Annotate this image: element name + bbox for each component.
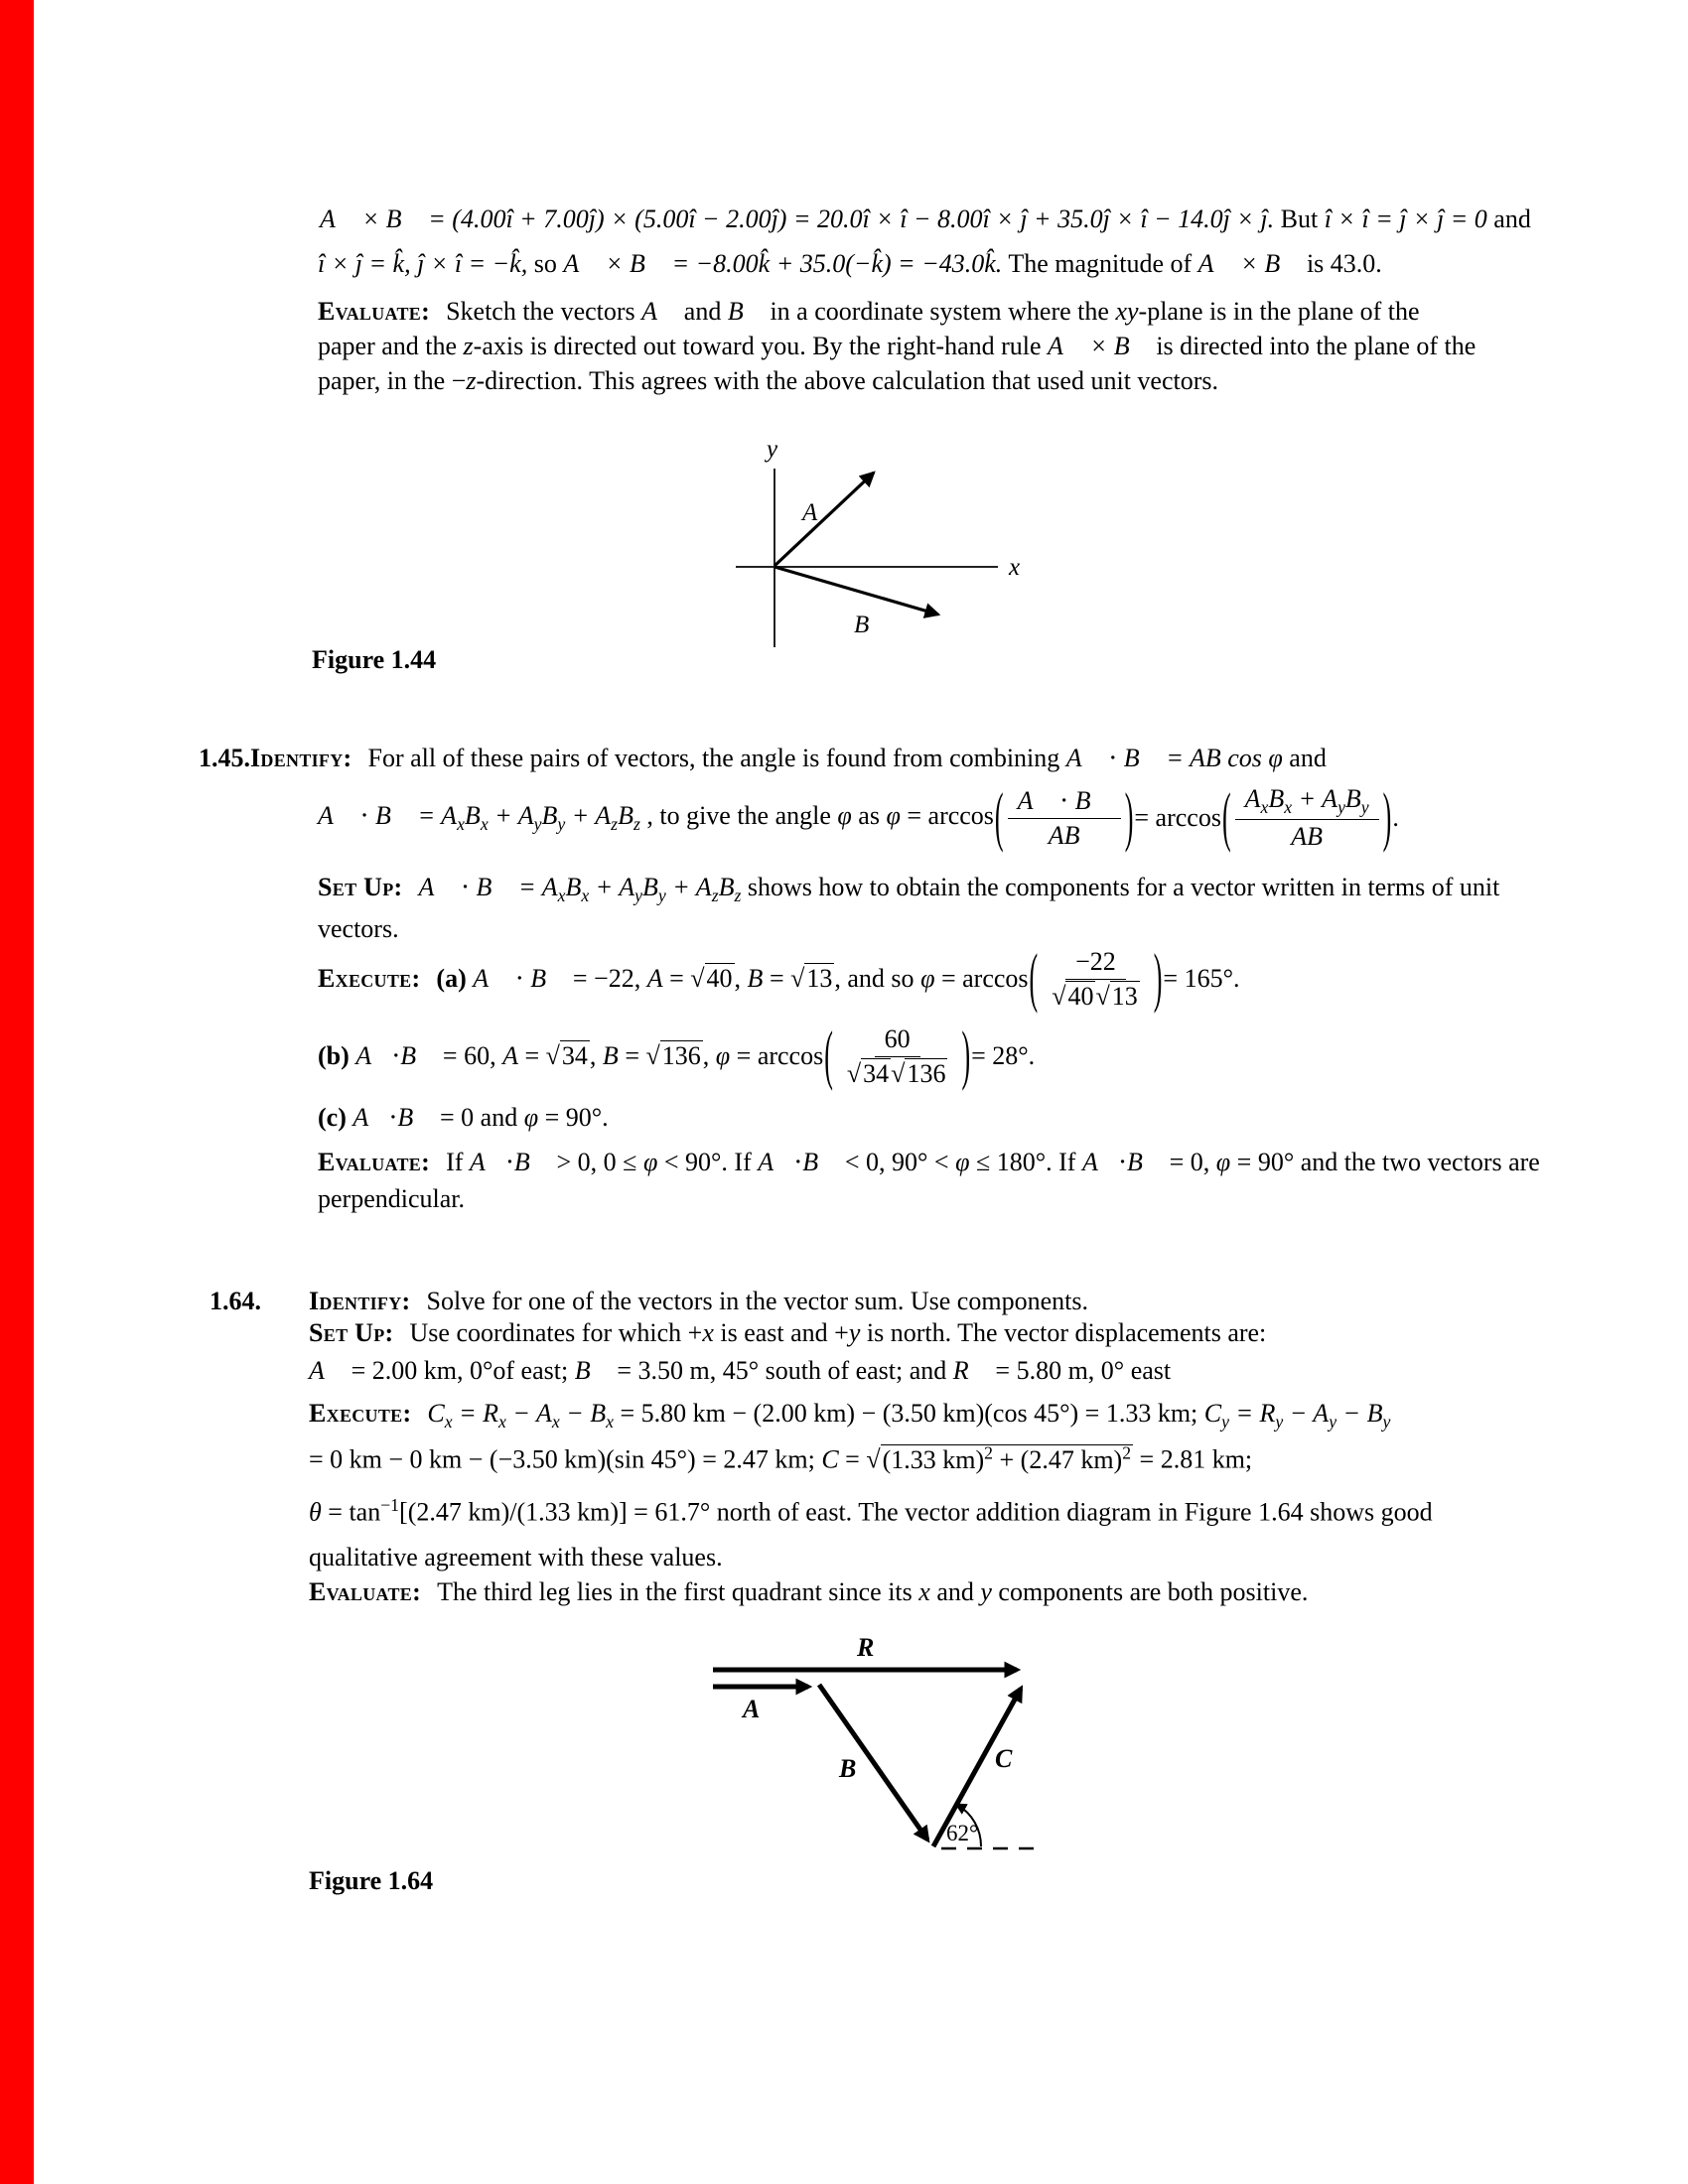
execute-paragraph-164 <box>309 1398 1390 1433</box>
vector-B-label: B⃗ <box>839 1754 877 1783</box>
execute-text-164-line1: $C_x = R_x - A_x - B_x = 5.80$ km − (2.00 km) − (3.50 km)(cos 45°) = 1.33 km; $C_y = R_y - A_y - B_y$ <box>427 1399 1391 1433</box>
fraction-numerator: A⃗ ⋅ B⃗ <box>1008 784 1121 819</box>
vector-A-label: A <box>802 499 818 526</box>
execute-a-pre: (a) A⃗ ⋅ B⃗ = −22, A = √40, B = √13, and so φ = arccos <box>436 964 1029 993</box>
evaluate-paragraph-164 <box>309 1576 1308 1609</box>
left-red-bar <box>0 0 34 2184</box>
left-paren: ( <box>994 779 1004 854</box>
fraction-b <box>837 1023 958 1091</box>
fraction-numerator: −22 <box>1065 945 1126 980</box>
left-paren: ( <box>1029 940 1039 1015</box>
identify-text-145: For all of these pairs of vectors, the angle is found from combining A⃗ ⋅ B⃗ = AB cos φ and <box>367 744 1327 772</box>
figure-1-64-caption: Figure 1.64 <box>309 1866 434 1895</box>
y-axis-label: y <box>767 436 778 463</box>
evaluate-text-2: paper and the z-axis is directed out toward you. By the right-hand rule A⃗ × B⃗ is directed into the plane of the <box>318 332 1477 360</box>
fraction-numerator: $A_xB_x + A_yB_y$ <box>1235 782 1379 820</box>
eq-pre: A⃗ ⋅ B⃗ = $A_xB_x + A_yB_y + A_zB_z$ , to give the angle φ as φ = arccos <box>318 800 994 835</box>
x-axis-label: x <box>1009 554 1021 581</box>
evaluate-paragraph-145 <box>318 1147 1540 1179</box>
identify-text-164: Solve for one of the vectors in the vector sum. Use components. <box>426 1287 1088 1315</box>
vector-displacements-line: A⃗ = 2.00 km, 0°of east; B⃗ = 3.50 m, 45° south of east; and R⃗ = 5.80 m, 0° east <box>309 1356 1172 1385</box>
setup-label-145: Set Up: <box>318 873 403 901</box>
evaluate-text-3: paper, in the −z-direction. This agrees with the above calculation that used unit vectors. <box>318 366 1218 395</box>
fraction-AB-over-AB <box>1008 784 1121 853</box>
execute-label-164: Execute: <box>309 1399 412 1428</box>
setup-paragraph-145 <box>318 872 1499 906</box>
problem-number-164: 1.64. <box>210 1287 261 1315</box>
fraction-denominator: AB <box>1048 820 1080 850</box>
figure-1-64-diagram <box>675 1618 1102 1876</box>
vector-B-arrow <box>774 567 938 614</box>
execute-a-post: = 165°. <box>1163 964 1240 993</box>
execute-label-145: Execute: <box>318 964 421 993</box>
setup-text-145-cont: vectors. <box>318 914 399 943</box>
execute-b-row <box>318 1011 1035 1102</box>
evaluate-label-145: Evaluate: <box>318 1148 431 1176</box>
evaluate-text-145-cont: perpendicular. <box>318 1184 465 1213</box>
setup-paragraph-164 <box>309 1317 1266 1350</box>
setup-text-145: A⃗ ⋅ B⃗ = $A_xB_x + A_yB_y + A_zB_z$ shows how to obtain the components for a vector written in terms of unit <box>418 873 1500 906</box>
vector-R-label: R⃗ <box>857 1633 895 1662</box>
eq-angle-formula <box>318 772 1399 864</box>
vector-A-arrow <box>774 473 874 566</box>
setup-label-164: Set Up: <box>309 1318 394 1347</box>
section-1-64-identify <box>210 1286 1088 1318</box>
vector-C-label: C⃗ <box>995 1744 1033 1773</box>
evaluate-paragraph-144 <box>318 296 1420 329</box>
evaluate-text-164: The third leg lies in the first quadrant since its x and y components are both positive. <box>437 1577 1309 1606</box>
figure-1-44-caption: Figure 1.44 <box>312 645 437 674</box>
problem-number-145: 1.45. <box>199 744 250 772</box>
execute-text-164-line3: $\theta = \tan^{-1}[(2.47$ km)/(1.33 km)] = 61.7° north of east. The vector addition diagram in Figure 1.64 shows good <box>309 1495 1433 1527</box>
execute-text-164-line2: = 0 km − 0 km − (−3.50 km)(sin 45°) = 2.47 km; C = √(1.33 km)$^2$ + (2.47 km)$^2$ = 2.81 km; <box>309 1442 1253 1474</box>
left-paren: ( <box>824 1018 833 1092</box>
evaluate-text-145: If A⃗⋅B⃗ > 0, 0 ≤ φ < 90°. If A⃗⋅B⃗ < 0, 90° < φ ≤ 180°. If A⃗⋅B⃗ = 0, φ = 90° and the two vectors are <box>446 1148 1540 1176</box>
identify-label-145: Identify: <box>250 744 352 772</box>
evaluate-label-164: Evaluate: <box>309 1577 422 1606</box>
execute-c-line: (c) A⃗⋅B⃗ = 0 and φ = 90°. <box>318 1103 609 1132</box>
angle-62-label: 62° <box>946 1821 979 1845</box>
setup-text-164: Use coordinates for which +x is east and +y is north. The vector displacements are: <box>409 1318 1267 1347</box>
section-1-45-identify <box>199 743 1327 775</box>
figure-1-44-diagram <box>655 427 1053 675</box>
fraction-denominator: AB <box>1291 822 1324 852</box>
eq-cross-product-line1: A⃗ × B⃗ = (4.00î + 7.00ĵ) × (5.00î − 2.00ĵ) = 20.0î × î − 8.00î × ĵ + 35.0ĵ × î − 14.0ĵ × ĵ. But î × î = ĵ × ĵ = 0 and <box>320 205 1531 233</box>
evaluate-label: Evaluate: <box>318 297 431 326</box>
vector-A-label: A⃗ <box>743 1695 780 1723</box>
fraction-denominator: √40√13 <box>1052 981 1138 1011</box>
left-paren: ( <box>1221 779 1231 854</box>
fraction-a <box>1042 945 1150 1014</box>
identify-label-164: Identify: <box>309 1287 411 1315</box>
execute-b-pre: (b) A⃗⋅B⃗ = 60, A = √34, B = √136, φ = arccos <box>318 1041 824 1070</box>
eq-post: . <box>1392 803 1399 832</box>
execute-b-post: = 28°. <box>971 1041 1036 1070</box>
right-paren: ) <box>1153 940 1163 1015</box>
evaluate-text-1: Sketch the vectors A⃗ and B⃗ in a coordinate system where the xy-plane is in the plane of the <box>446 297 1420 326</box>
fraction-numerator: 60 <box>875 1023 920 1057</box>
right-paren: ) <box>961 1018 971 1092</box>
right-paren: ) <box>1382 779 1392 854</box>
fraction-components-over-AB <box>1235 782 1379 854</box>
eq-mid: = arccos <box>1134 803 1221 832</box>
eq-cross-product-line2: î × ĵ = k̂, ĵ × î = −k̂, so A⃗ × B⃗ = −8.00k̂ + 35.0(−k̂) = −43.0k̂. The magnitude of A⃗ × B⃗ is 43.0. <box>318 249 1382 278</box>
right-paren: ) <box>1124 779 1134 854</box>
fraction-denominator: √34√136 <box>846 1058 946 1088</box>
vector-B-label: B <box>854 612 870 638</box>
execute-text-164-line4: qualitative agreement with these values. <box>309 1543 723 1571</box>
